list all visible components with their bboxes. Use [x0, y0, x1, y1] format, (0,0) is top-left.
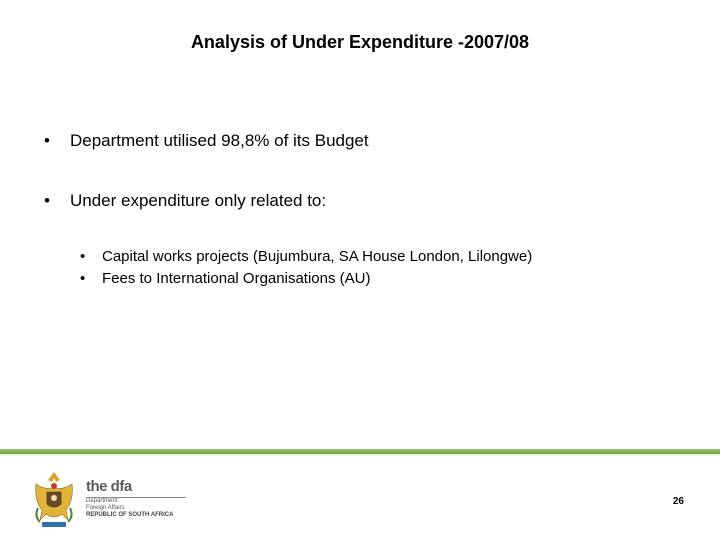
- bullet-text: Department utilised 98,8% of its Budget: [70, 131, 369, 150]
- dfa-logo: [86, 478, 196, 519]
- sub-bullet-marker: •: [80, 248, 86, 265]
- org-line-republic: REPUBLIC OF SOUTH AFRICA: [86, 512, 174, 518]
- coat-of-arms-icon: [30, 470, 78, 530]
- footer-divider-fade: [0, 454, 720, 457]
- bullet-text: Under expenditure only related to:: [70, 191, 327, 210]
- bullet-item-under-expenditure: [44, 190, 326, 212]
- sub-bullet-fees: [80, 268, 532, 290]
- page-number: 26: [672, 496, 684, 507]
- dfa-brand-text: the dfa: [86, 478, 132, 495]
- sub-bullet-text: Fees to International Organisations (AU): [102, 270, 371, 287]
- bullet-marker: •: [44, 131, 50, 150]
- sub-bullet-marker: •: [80, 270, 86, 287]
- slide-title: Analysis of Under Expenditure -2007/08: [190, 32, 530, 52]
- sub-bullet-list: [80, 246, 532, 290]
- bullet-item-budget: [44, 130, 369, 152]
- sub-bullet-text: Capital works projects (Bujumbura, SA House London, Lilongwe): [102, 248, 533, 265]
- bullet-marker: •: [44, 191, 50, 210]
- org-line-foreign-affairs: Foreign Affairs: [86, 505, 125, 511]
- org-line-department: Department:: [86, 498, 120, 504]
- sub-bullet-capital-works: [80, 246, 532, 268]
